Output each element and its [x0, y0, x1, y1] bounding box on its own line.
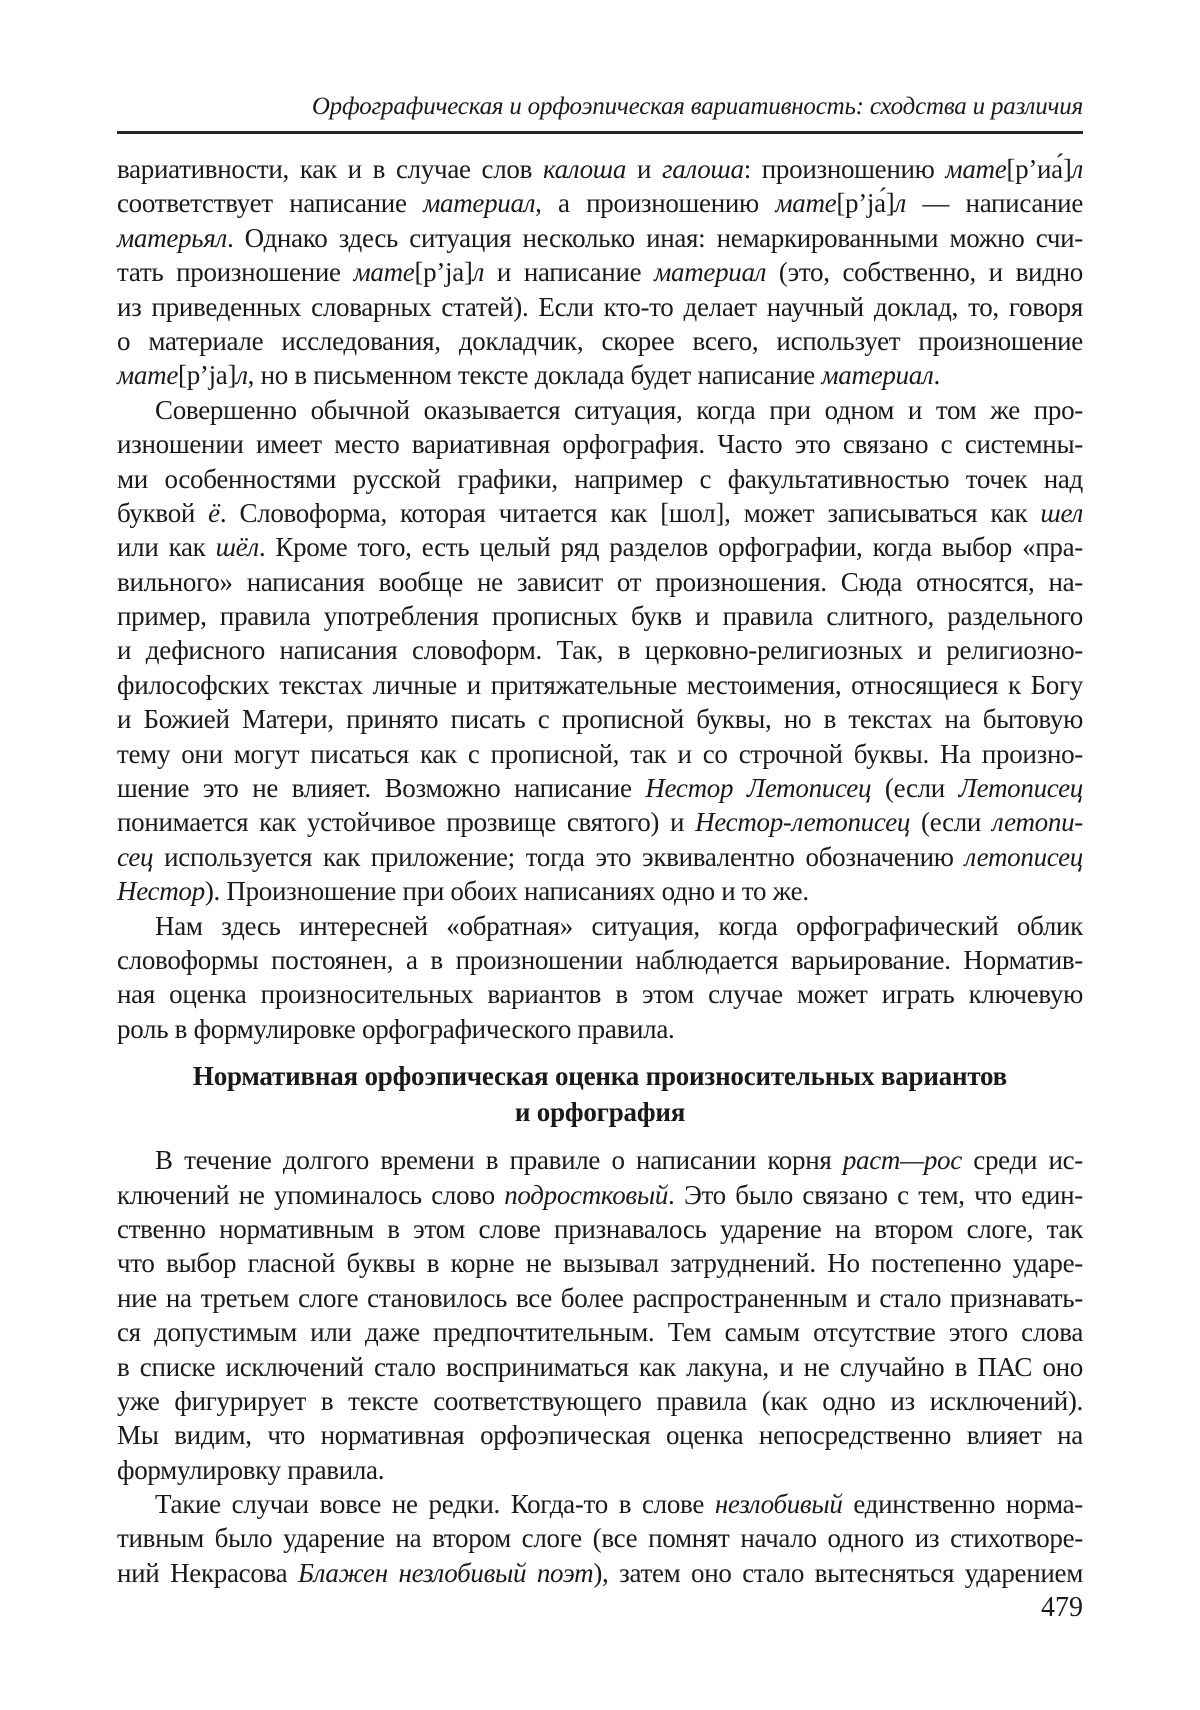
section-heading-line-1: Нормативная орфоэпическая оценка произносительных вариантов: [192, 1061, 1008, 1092]
text-line: [117, 1143, 1083, 1177]
text-segment: о материале исследования, докладчик, скорее всего, использует произношение: [117, 325, 1083, 356]
italic-text: л: [894, 188, 906, 219]
text-segment: и написание: [484, 257, 655, 288]
section-heading-line-2: и орфография: [514, 1097, 686, 1128]
text-line: [117, 1246, 1083, 1280]
paragraphs-before-heading: [117, 152, 1083, 1046]
body-text: [117, 152, 1083, 1590]
text-segment: уже фигурирует в тексте соответствующего правила (как одно из исключений).: [117, 1385, 1083, 1416]
text-line: [117, 152, 1083, 186]
text-segment: в списке исключений стало восприниматься как лакуна, и не случайно в ПАС оно: [117, 1351, 1083, 1382]
text-segment: . Однако здесь ситуация несколько иная: немаркированными можно счи-: [226, 222, 1083, 253]
italic-text: материал: [821, 360, 934, 391]
paragraph: [117, 152, 1083, 393]
paragraph: [117, 393, 1083, 909]
italic-text: летопи-: [992, 807, 1083, 838]
italic-text: материал: [654, 257, 767, 288]
text-line: [117, 1315, 1083, 1349]
text-segment: ние на третьем слоге становилось все более распространенным и стало признавать-: [117, 1282, 1083, 1313]
text-segment: . Кроме того, есть целый ряд разделов орфографии, когда выбор «пра-: [258, 532, 1083, 563]
italic-text: калоша: [542, 154, 627, 184]
text-segment: . Это было связано с тем, что един-: [668, 1179, 1083, 1210]
text-segment: тему они могут писаться как с прописной, так и со строчной буквы. На произно-: [117, 738, 1083, 769]
text-segment: . Словоформа, которая читается как [шол], может записываться как: [219, 497, 1041, 528]
text-segment: соответствует написание: [117, 188, 424, 219]
italic-text: Блажен незлобивый поэт: [297, 1557, 594, 1588]
text-segment: : произношению: [743, 154, 946, 184]
text-segment: ственно нормативным в этом слове признавалось ударение на втором слоге, так: [117, 1213, 1083, 1244]
text-segment: словоформы постоянен, а в произношении наблюдается варьирование. Норматив-: [117, 944, 1083, 975]
italic-text: Нестор: [117, 876, 205, 907]
text-segment: ключений не упоминалось слово: [117, 1179, 505, 1210]
text-line: [117, 909, 1083, 943]
italic-text: мате: [945, 154, 1007, 184]
section-heading: [117, 1058, 1083, 1130]
text-line: [117, 1350, 1083, 1384]
text-segment: вариативности, как и в случае слов: [117, 154, 543, 184]
text-segment: шение это не влияет. Возможно написание: [117, 773, 646, 804]
text-line: [117, 874, 1083, 908]
text-segment: из приведенных словарных статей). Если кто-то делает научный доклад, то, говоря: [117, 291, 1083, 322]
text-segment: [р’иа́]: [1006, 154, 1072, 184]
text-segment: ), затем оно стало вытесняться ударением: [593, 1557, 1083, 1588]
text-segment: буквой: [117, 497, 209, 528]
italic-text: Летописец: [958, 773, 1083, 804]
text-line: [117, 1453, 1083, 1487]
text-segment: что выбор гласной буквы в корне не вызывал затруднений. Но постепенно ударе-: [117, 1248, 1083, 1279]
text-line: [117, 255, 1083, 289]
paragraph: [117, 1487, 1083, 1590]
italic-text: раст—рос: [842, 1145, 962, 1176]
text-line: [117, 805, 1083, 839]
italic-text: ё: [208, 497, 220, 528]
text-line: [117, 393, 1083, 427]
text-line: [117, 668, 1083, 702]
text-line: [117, 1212, 1083, 1246]
text-line: [117, 1178, 1083, 1212]
text-line: [117, 702, 1083, 736]
text-line: [117, 599, 1083, 633]
italic-text: материал: [423, 188, 536, 219]
text-segment: пример, правила употребления прописных букв и правила слитного, раздельного: [117, 601, 1083, 632]
italic-text: мате: [117, 360, 179, 391]
text-segment: В течение долгого времени в правиле о написании корня: [155, 1145, 843, 1176]
text-segment: (если: [910, 807, 993, 838]
text-line: [117, 633, 1083, 667]
text-segment: (это, собственно, и видно: [766, 257, 1083, 288]
text-segment: Такие случаи вовсе не редки. Когда-то в слове: [155, 1489, 715, 1520]
text-segment: роль в формулировке орфографического правила.: [117, 1013, 675, 1044]
text-line: [117, 530, 1083, 564]
text-line: [117, 290, 1083, 324]
text-segment: Мы видим, что нормативная орфоэпическая оценка непосредственно влияет на: [117, 1420, 1083, 1451]
text-line: [117, 1418, 1083, 1452]
text-segment: [р’jа́]: [836, 188, 895, 219]
italic-text: л: [472, 257, 485, 288]
text-segment: ная оценка произносительных вариантов в этом случае может играть ключевую: [117, 979, 1083, 1010]
italic-text: шел: [1040, 497, 1083, 528]
text-segment: изношении имеет место вариативная орфография. Часто это связано с системны-: [117, 429, 1083, 460]
text-line: [117, 1281, 1083, 1315]
italic-text: мате: [775, 188, 837, 219]
italic-text: галоша: [661, 154, 744, 184]
text-segment: и: [626, 154, 662, 184]
text-line: [117, 565, 1083, 599]
text-segment: среди ис-: [961, 1145, 1083, 1176]
italic-text: незлобивый: [714, 1489, 843, 1520]
text-line: [117, 358, 1083, 392]
text-segment: и дефисного написания словоформ. Так, в церковно-религиозных и религиозно-: [117, 635, 1083, 666]
text-line: [117, 1384, 1083, 1418]
paragraphs-after-heading: [117, 1143, 1083, 1590]
text-line: [117, 186, 1083, 220]
text-segment: или как: [117, 532, 216, 563]
italic-text: подростковый: [504, 1179, 669, 1210]
text-line: [117, 1012, 1083, 1046]
text-line: [117, 1521, 1083, 1555]
running-head-title: Орфографическая и орфоэпическая вариативность: сходства и различия: [311, 93, 1083, 120]
text-line: [117, 943, 1083, 977]
text-segment: вильного» написания вообще не зависит от произношения. Сюда относятся, на-: [117, 566, 1083, 597]
italic-text: л: [236, 360, 248, 391]
text-segment: ми особенностями русской графики, например с факультативностью точек над: [117, 463, 1083, 494]
text-line: [117, 1556, 1083, 1590]
italic-text: мате: [353, 257, 415, 288]
text-segment: тивным было ударение на втором слоге (все помнят начало одного из стихотворе-: [117, 1523, 1083, 1554]
paragraph: [117, 1143, 1083, 1487]
text-segment: Нам здесь интересней «обратная» ситуация, когда орфографический облик: [155, 910, 1083, 941]
text-line: [117, 737, 1083, 771]
text-line: [117, 324, 1083, 358]
text-segment: Совершенно обычной оказывается ситуация, когда при одном и том же про-: [155, 394, 1083, 425]
text-segment: [р’jа]: [414, 257, 473, 288]
text-segment: , а произношению: [535, 188, 776, 219]
italic-text: летописец: [964, 841, 1083, 872]
text-line: [117, 427, 1083, 461]
text-segment: ). Произношение при обоих написаниях одно и то же.: [204, 876, 809, 907]
text-segment: философских текстах личные и притяжательные местоимения, относящиеся к Богу: [117, 669, 1083, 700]
text-segment: единственно норма-: [842, 1489, 1083, 1520]
text-line: [117, 496, 1083, 530]
text-segment: — написание: [906, 188, 1083, 219]
text-segment: (если: [871, 773, 959, 804]
text-line: [117, 221, 1083, 255]
text-segment: [р’jа]: [178, 360, 237, 391]
text-segment: и Божией Матери, принято писать с прописной буквы, но в текстах на бытовую: [117, 704, 1083, 735]
italic-text: л: [1071, 154, 1084, 184]
italic-text: матерьял: [117, 222, 227, 253]
text-line: [117, 840, 1083, 874]
italic-text: Нестор-летописец: [695, 807, 911, 838]
text-line: [117, 1487, 1083, 1521]
italic-text: Нестор Летописец: [645, 773, 872, 804]
text-segment: формулировку правила.: [117, 1454, 385, 1485]
text-segment: ся допустимым или даже предпочтительным. Тем самым отсутствие этого слова: [117, 1317, 1083, 1348]
text-segment: используется как приложение; тогда это эквивалентно обозначению: [153, 841, 965, 872]
text-line: [117, 977, 1083, 1011]
text-segment: ний Некрасова: [117, 1557, 298, 1588]
text-line: [117, 771, 1083, 805]
page-number: 479: [1041, 1592, 1083, 1623]
text-segment: тать произношение: [117, 257, 354, 288]
text-segment: понимается как устойчивое прозвище святого) и: [117, 807, 696, 838]
text-segment: .: [933, 360, 940, 391]
italic-text: сец: [117, 841, 154, 872]
text-segment: , но в письменном тексте доклада будет написание: [247, 360, 822, 391]
italic-text: шёл: [215, 532, 259, 563]
header-rule: [117, 131, 1083, 134]
text-line: [117, 462, 1083, 496]
paragraph: [117, 909, 1083, 1047]
